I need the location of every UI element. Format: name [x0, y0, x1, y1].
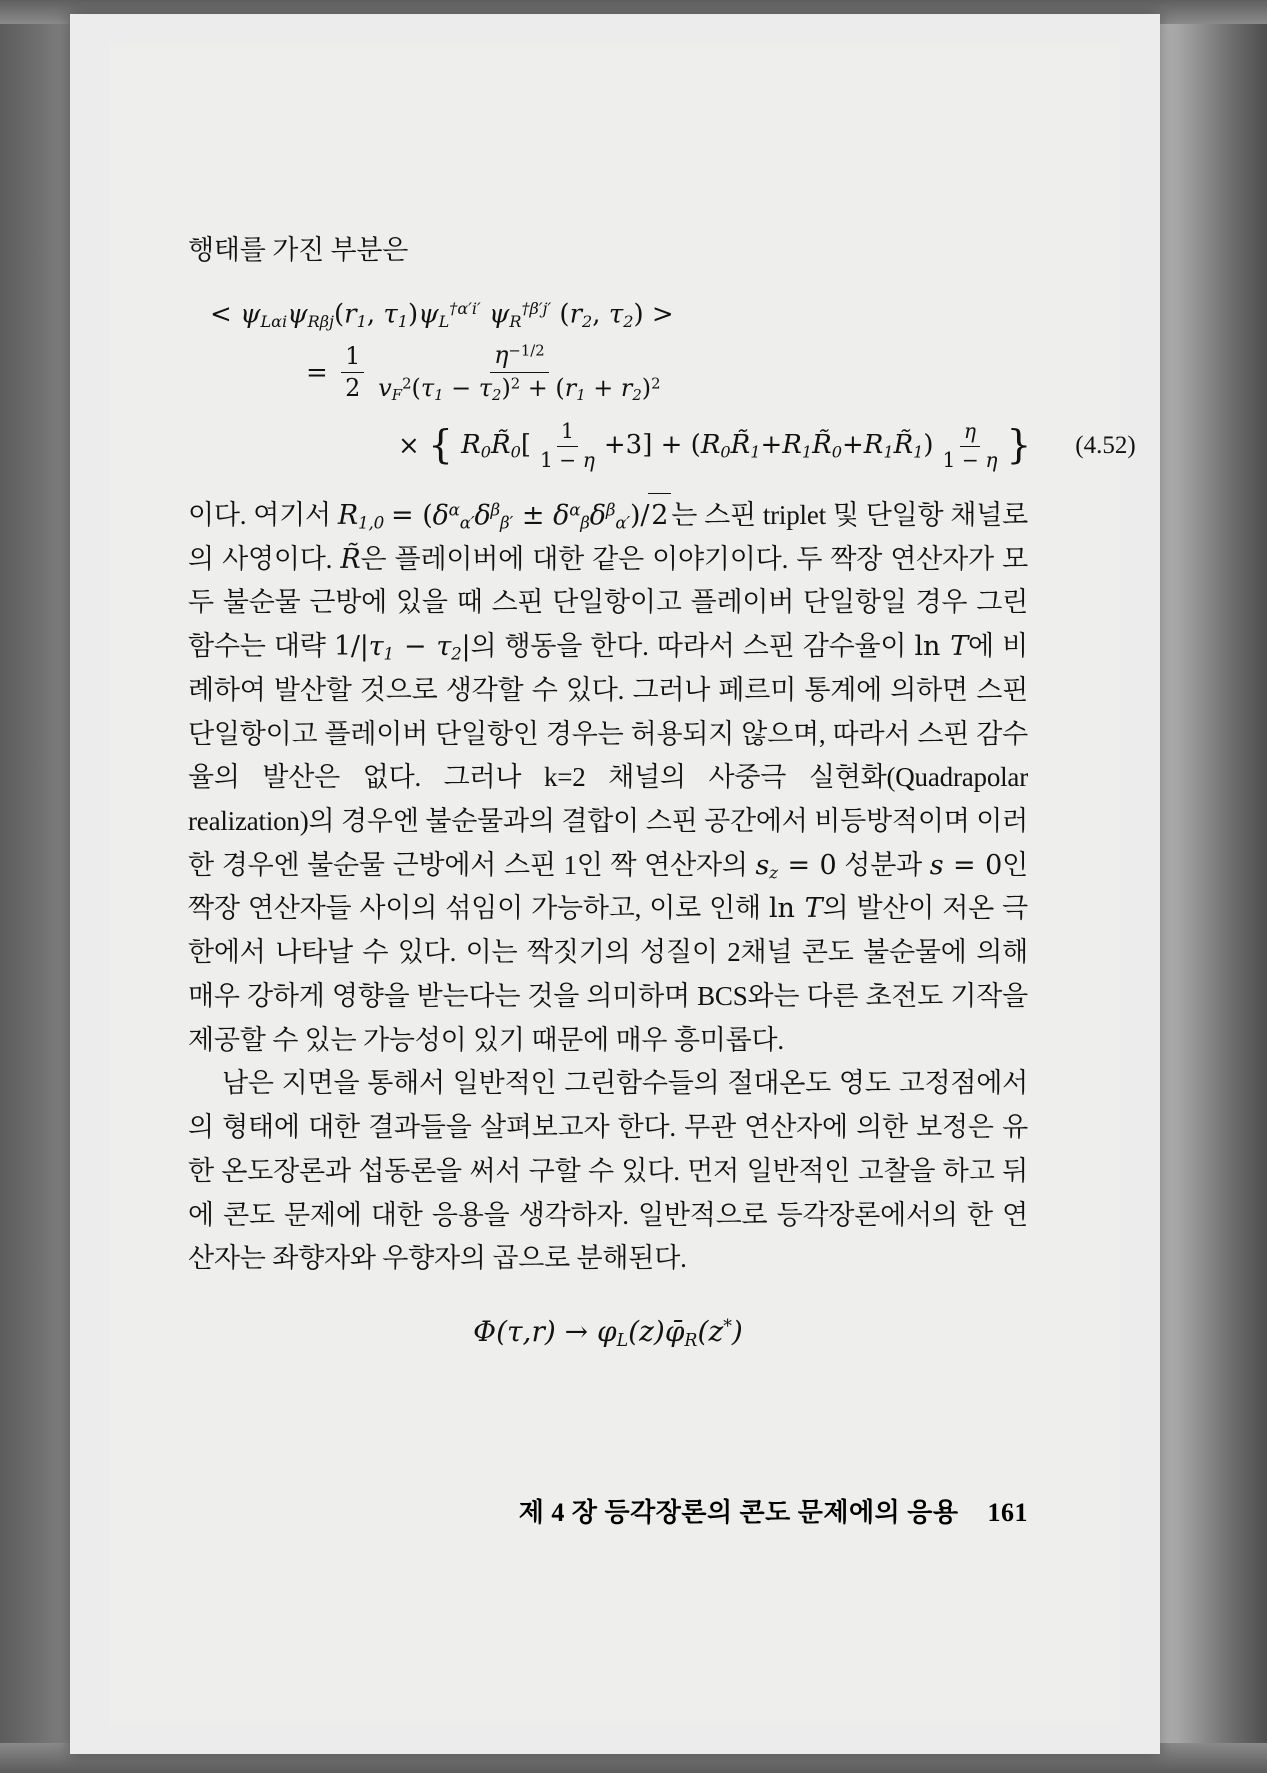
paragraph-intro: 행태를 가진 부분은 [188, 235, 409, 265]
paragraph-body-1: 이다. 여기서 $R_{1,0} = (\delta^\alpha_{\alpha'}\delta^\beta_{\beta'} \pm \delta^\alpha_\beta\delta^\beta_{\alpha'})/2$ 는 스핀 triplet 및 단일항 채널로의 사영이다. R̃은 플레이버에 대한 같은 이야기이다. 두 짝장 연산자가 모두 불순물 근방에 있을 때 스핀 단일항이고 플레이버 단일항일 경우 그린함수는 대략 $1/|\tau_1 - \tau_2|$의 행동을 한다. 따라서 스핀 감수율이 ln T에 비례하여 발산할 것으로 생각할 수 있다. 그러나 페르미 통계에 의하면 스핀 단일항이고 플레이버 단일항인 경우는 허용되지 않으며, 따라서 스핀 감수율의 발산은 없다. 그러나 k=2 채널의 사중극 실현화(Quadrapolar realization)의 경우엔 불순물과의 결합이 스핀 공간에서 비등방적이며 이러한 경우엔 불순물 근방에서 스핀 1인 짝 연산자의 $s_z = 0$ 성분과 s = 0인 짝장 연산자들 사이의 섞임이 가능하고, 이로 인해 ln T의 발산이 저온 극한에서 나타날 수 있다. 이는 짝짓기의 성질이 2채널 콘도 불순물에 의해 매우 강하게 영향을 받는다는 것을 의미하며 BCS와는 다른 초전도 기작을 제공할 수 있는 가능성이 있기 때문에 매우 흥미롭다. [188, 493, 1028, 1063]
fraction-one-half: $\frac{1}{2}$ [341, 342, 364, 405]
page-footer [188, 1492, 1028, 1529]
footer-chapter-title: 제 4 장 등각장론의 콘도 문제에의 응용 [518, 1498, 959, 1527]
equation-4-52 [188, 298, 1136, 473]
equation-operator-decomposition: $\Phi(\tau,r) \to \varphi_L(z)\varphī_R(z^*)$ [473, 1315, 743, 1351]
paragraph-body-2: 남은 지면을 통해서 일반적인 그린함수들의 절대온도 영도 고정점에서의 형태에 대한 결과들을 살펴보고자 한다. 무관 연산자에 의한 보정은 유한 온도장론과 섭동론을 써서 구할 수 있다. 먼저 일반적인 고찰을 하고 뒤에 콘도 문제에 대한 응용을 생각하자. 일반적으로 등각장론에서의 한 연산자는 좌향자와 우향자의 곱으로 분해된다. [188, 1068, 1028, 1274]
equation-4-52-line-3: × { $R_0R̃_0$[ $\frac{1}{1 - \eta}$ $+3] + (R_0R̃_1+R_1R̃_0+R_1R̃_1)$ $\frac{\eta}{1 - \eta}$ } (4.52) [398, 419, 1136, 472]
page-paper [70, 14, 1160, 1754]
page-number: 161 [987, 1498, 1028, 1527]
fraction-eta-2: $\frac{\eta}{1 - \eta}$ [942, 419, 998, 472]
page-content [188, 229, 1136, 1361]
equation-number: (4.52) [1075, 432, 1136, 460]
equation-4-52-line-2: = $\frac{1}{2}$ $\frac{\eta^{-1/2}}{v_F^2(\tau_1 - \tau_2)^2 + (r_1 + r_2)^2}$ [306, 341, 1028, 406]
scan-edge-right [1157, 0, 1267, 1773]
page-text-area [110, 44, 1136, 1724]
fraction-eta-1: $\frac{1}{1 - \eta}$ [539, 419, 595, 472]
equation-4-52-line-1: < $\psi_{L\alpha i}\psi_{R\beta j}(r_1$, $\tau_1)\psi_L^{\dagger\alpha'i'}$ $\psi_R^{\dagger\beta'j'}$ ($r_2$, $\tau_2$) > [210, 298, 674, 331]
fraction-propagator: $\frac{\eta^{-1/2}}{v_F^2(\tau_1 - \tau_2)^2 + (r_1 + r_2)^2}$ [378, 340, 661, 404]
